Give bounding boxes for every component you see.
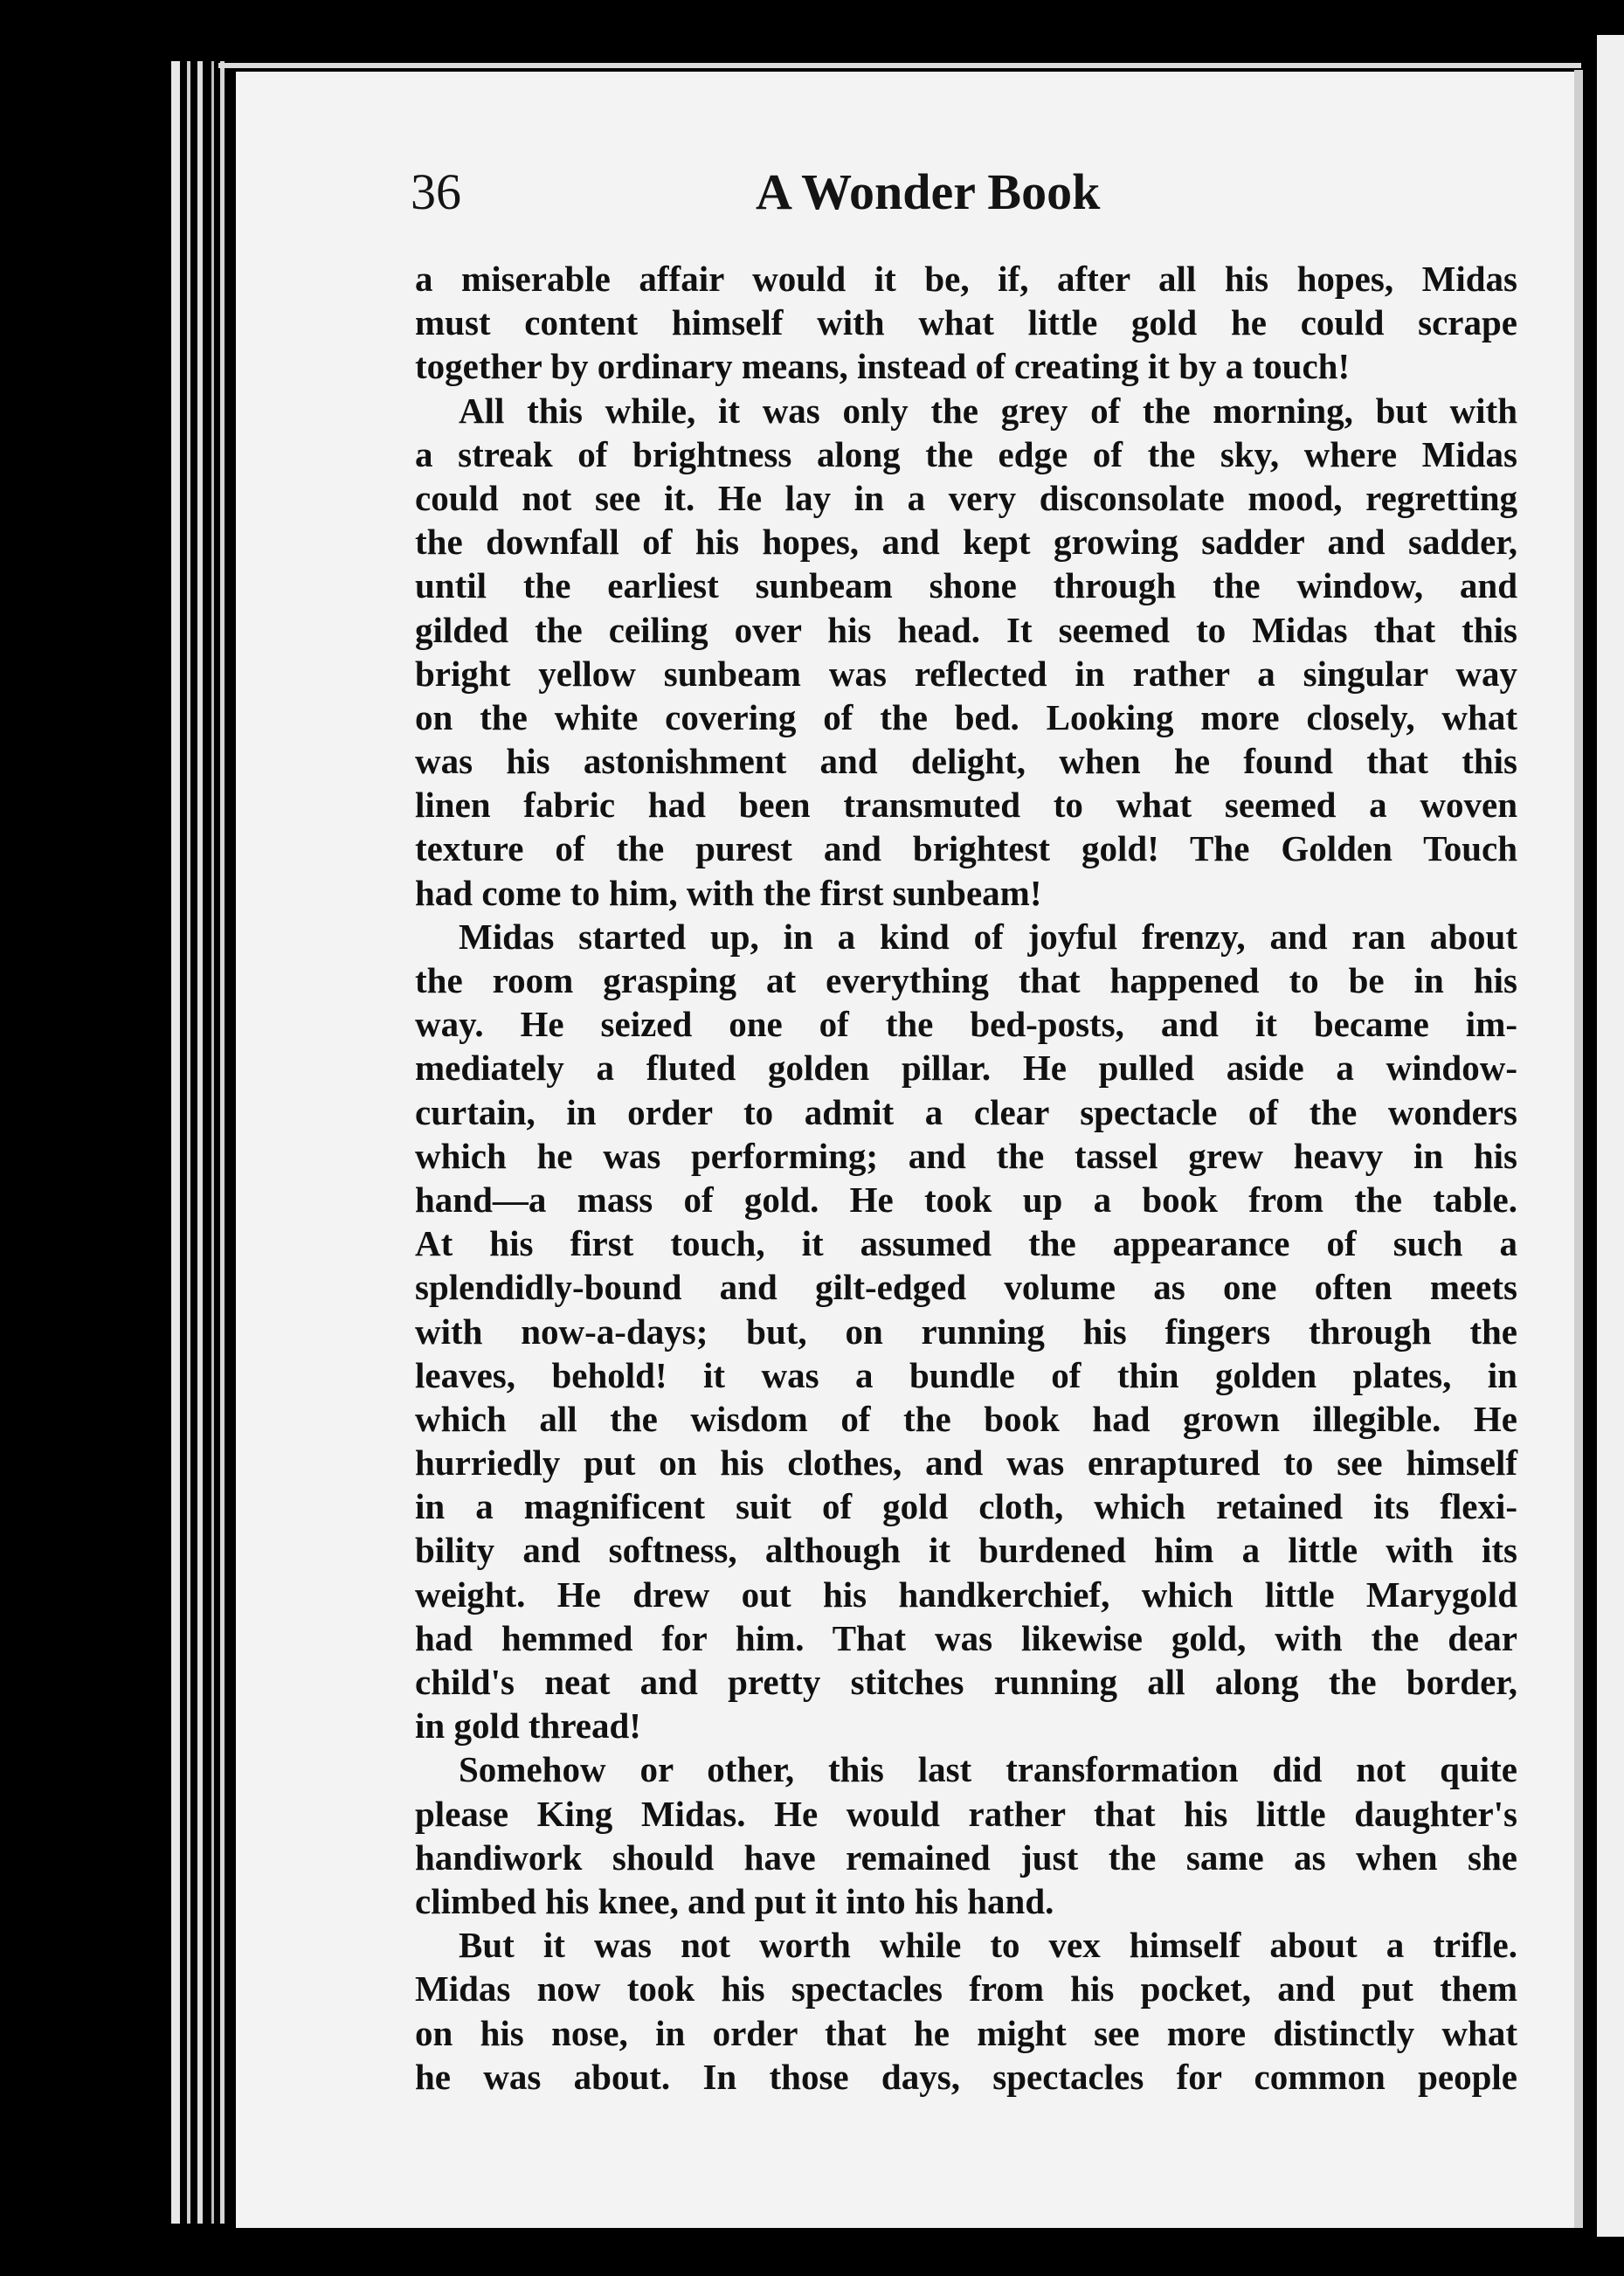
running-title: A Wonder Book <box>756 163 1101 220</box>
text-line: in a magnificent suit of gold cloth, which retained its flexi- <box>415 1486 1517 1527</box>
text-line: he was about. In those days, spectacles for common people <box>415 2056 1517 2097</box>
text-line: leaves, behold! it was a bundle of thin golden plates, in <box>415 1354 1517 1395</box>
text-line: on his nose, in order that he might see more distinctly what <box>415 2012 1517 2053</box>
page-edge <box>171 61 180 2224</box>
page-header <box>411 163 1581 232</box>
page-number: 36 <box>411 163 461 220</box>
text-line: a streak of brightness along the edge of the sky, where Midas <box>415 433 1517 474</box>
text-line: weight. He drew out his handkerchief, which little Marygold <box>415 1574 1517 1615</box>
page-edge <box>220 61 225 2224</box>
text-line: in gold thread! <box>415 1705 641 1747</box>
text-line: please King Midas. He would rather that his little daughter's <box>415 1793 1517 1834</box>
page-edge <box>187 61 190 2224</box>
text-line: had come to him, with the first sunbeam! <box>415 872 1042 913</box>
text-line: child's neat and pretty stitches running all along the border, <box>415 1662 1517 1702</box>
text-line: hand—a mass of gold. He took up a book from the table. <box>415 1179 1517 1220</box>
body-text <box>415 257 1517 2099</box>
text-line: until the earliest sunbeam shone through the window, and <box>415 565 1517 606</box>
text-line: was his astonishment and delight, when he found that this <box>415 741 1517 782</box>
text-line: At his first touch, it assumed the appearance of such a <box>415 1223 1517 1264</box>
text-line: All this while, it was only the grey of the morning, but with <box>459 390 1517 431</box>
text-line: Midas started up, in a kind of joyful frenzy, and ran about <box>459 916 1517 957</box>
next-page-edge <box>1597 35 1624 2237</box>
text-line: together by ordinary means, instead of creating it by a touch! <box>415 346 1351 387</box>
text-line: bility and softness, although it burdened him a little with its <box>415 1530 1517 1571</box>
text-line: gilded the ceiling over his head. It seemed to Midas that this <box>415 609 1517 650</box>
text-line: must content himself with what little gold he could scrape <box>415 302 1517 343</box>
text-line: mediately a fluted golden pillar. He pulled aside a window- <box>415 1048 1517 1089</box>
page-top-edge <box>218 63 1581 68</box>
text-line: splendidly-bound and gilt-edged volume as one often meets <box>415 1267 1517 1308</box>
text-line: Midas now took his spectacles from his pocket, and put them <box>415 1968 1517 2010</box>
page-edge <box>211 61 214 2224</box>
text-line: on the white covering of the bed. Looking more closely, what <box>415 696 1517 737</box>
text-line: handiwork should have remained just the same as when she <box>415 1837 1517 1878</box>
text-line: the downfall of his hopes, and kept growing sadder and sadder, <box>415 522 1517 563</box>
text-line: hurriedly put on his clothes, and was enraptured to see himself <box>415 1442 1517 1484</box>
text-line: climbed his knee, and put it into his hand. <box>415 1880 1054 1921</box>
text-line: which he was performing; and the tassel grew heavy in his <box>415 1135 1517 1176</box>
text-line: which all the wisdom of the book had grown illegible. He <box>415 1398 1517 1439</box>
text-line: way. He seized one of the bed-posts, and it became im- <box>415 1004 1517 1045</box>
text-line: linen fabric had been transmuted to what seemed a woven <box>415 785 1517 826</box>
text-line: with now-a-days; but, on running his fingers through the <box>415 1311 1517 1352</box>
page-right-edge <box>1574 70 1583 2228</box>
text-line: curtain, in order to admit a clear spectacle of the wonders <box>415 1091 1517 1132</box>
text-line: a miserable affair would it be, if, after all his hopes, Midas <box>415 259 1517 299</box>
text-line: Somehow or other, this last transformation did not quite <box>459 1749 1517 1790</box>
text-line: the room grasping at everything that happened to be in his <box>415 960 1517 1000</box>
page-edge <box>197 61 203 2224</box>
text-line: could not see it. He lay in a very disconsolate mood, regretting <box>415 477 1517 518</box>
text-line: But it was not worth while to vex himself about a trifle. <box>459 1925 1517 1966</box>
text-line: had hemmed for him. That was likewise gold, with the dear <box>415 1617 1517 1658</box>
text-line: bright yellow sunbeam was reflected in rather a singular way <box>415 653 1517 694</box>
text-line: texture of the purest and brightest gold! The Golden Touch <box>415 828 1517 869</box>
